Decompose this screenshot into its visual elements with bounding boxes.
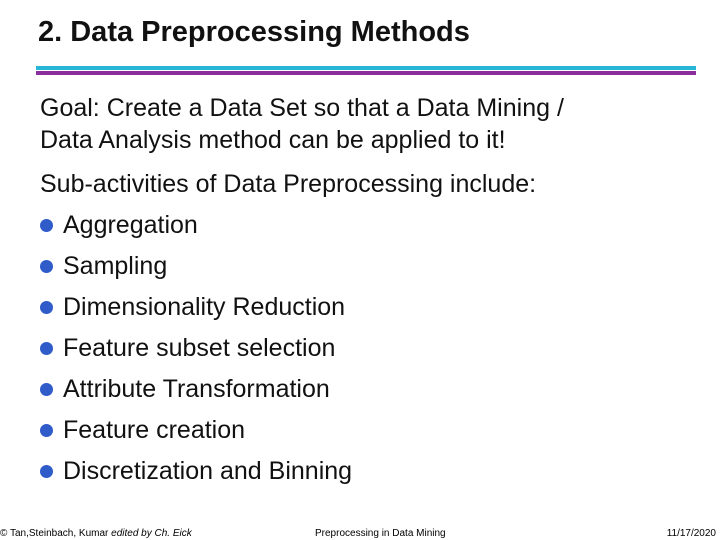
title-underline-purple [36,71,696,75]
list-item [40,205,700,246]
list-item-label: Aggregation [63,211,198,239]
bullet-icon [40,383,53,396]
bullet-icon [40,301,53,314]
goal-text [40,92,700,156]
list-item [40,246,700,287]
list-item-label: Dimensionality Reduction [63,293,346,321]
subactivities-heading: Sub-activities of Data Preprocessing include: [40,170,537,198]
bullet-icon [40,260,53,273]
bullet-icon [40,424,53,437]
list-item-label: Sampling [63,252,168,280]
list-item-label: Feature creation [63,416,246,444]
goal-line-2: Data Analysis method can be applied to it! [40,126,506,154]
slide-body [40,92,700,492]
list-item [40,287,700,328]
list-item [40,451,700,492]
list-item-label: Attribute Transformation [63,375,330,403]
footer-authors: © Tan,Steinbach, Kumar [0,528,109,539]
title-underline-cyan [36,66,696,70]
bullet-icon [40,342,53,355]
footer-copyright [0,528,192,540]
slide-title: 2. Data Preprocessing Methods [38,16,470,48]
list-item [40,410,700,451]
bullet-icon [40,465,53,478]
list-item [40,328,700,369]
subactivities-list [40,205,700,492]
bullet-icon [40,219,53,232]
footer-editor: edited by Ch. Eick [111,528,192,539]
list-item-label: Feature subset selection [63,334,336,362]
goal-line-1: Goal: Create a Data Set so that a Data Mining / [40,94,564,122]
list-item-label: Discretization and Binning [63,457,353,485]
list-item [40,369,700,410]
footer-date: 11/17/2020 [666,528,716,539]
footer-title: Preprocessing in Data Mining [315,528,446,539]
